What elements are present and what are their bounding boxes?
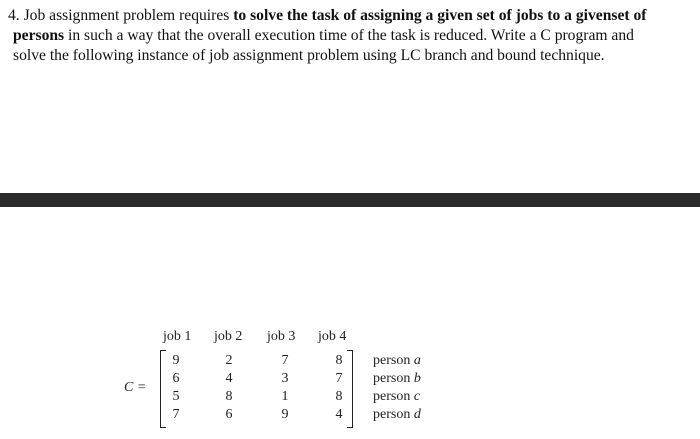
row-label-person-d (373, 407, 421, 423)
matrix-cell: 7 (335, 371, 343, 386)
row-label-word: person (373, 389, 411, 404)
question-number: 4. (8, 7, 20, 24)
matrix-cell: 9 (281, 407, 289, 422)
column-header-job-1: job 1 (163, 329, 192, 344)
matrix-cell: 6 (172, 371, 180, 386)
matrix-cell: 8 (225, 389, 233, 404)
row-label-word: person (373, 407, 411, 422)
matrix-label-text: C = (124, 380, 147, 395)
row-label-person-a (373, 353, 421, 369)
matrix-cell: 4 (335, 407, 343, 422)
row-label-letter: d (413, 407, 421, 422)
question-text-bold: to solve the task of assigning a given set of jobs to a givenset of (233, 7, 647, 24)
matrix-cell: 9 (172, 353, 180, 368)
question-text-plain: in such a way that the overall execution time of the task is reduced. Write a C program and (64, 27, 634, 44)
matrix-cell: 8 (335, 389, 343, 404)
matrix-cell: 1 (281, 389, 289, 404)
row-label-word: person (373, 371, 411, 386)
column-header-job-4: job 4 (318, 329, 347, 344)
row-label-person-c (373, 389, 420, 405)
row-label-letter: c (413, 389, 421, 404)
row-label-letter: a (413, 353, 421, 368)
question-text-plain: Job assignment problem requires (19, 7, 234, 24)
matrix-cell: 7 (281, 353, 289, 368)
matrix-cell: 7 (172, 407, 180, 422)
matrix-cell: 2 (225, 353, 233, 368)
matrix-cell: 4 (225, 371, 233, 386)
matrix-cell: 6 (225, 407, 233, 422)
column-header-job-2: job 2 (214, 329, 243, 344)
column-header-job-3: job 3 (267, 329, 296, 344)
question-text-bold: persons (13, 27, 65, 44)
matrix-cell: 3 (281, 371, 289, 386)
question-text-plain: solve the following instance of job assignment problem using LC branch and bound technique. (13, 47, 605, 64)
row-label-word: person (373, 353, 411, 368)
row-label-letter: b (413, 371, 421, 386)
row-label-person-b (373, 371, 421, 387)
matrix-cell: 8 (335, 353, 343, 368)
matrix-label (124, 380, 146, 396)
matrix-cell: 5 (172, 389, 180, 404)
